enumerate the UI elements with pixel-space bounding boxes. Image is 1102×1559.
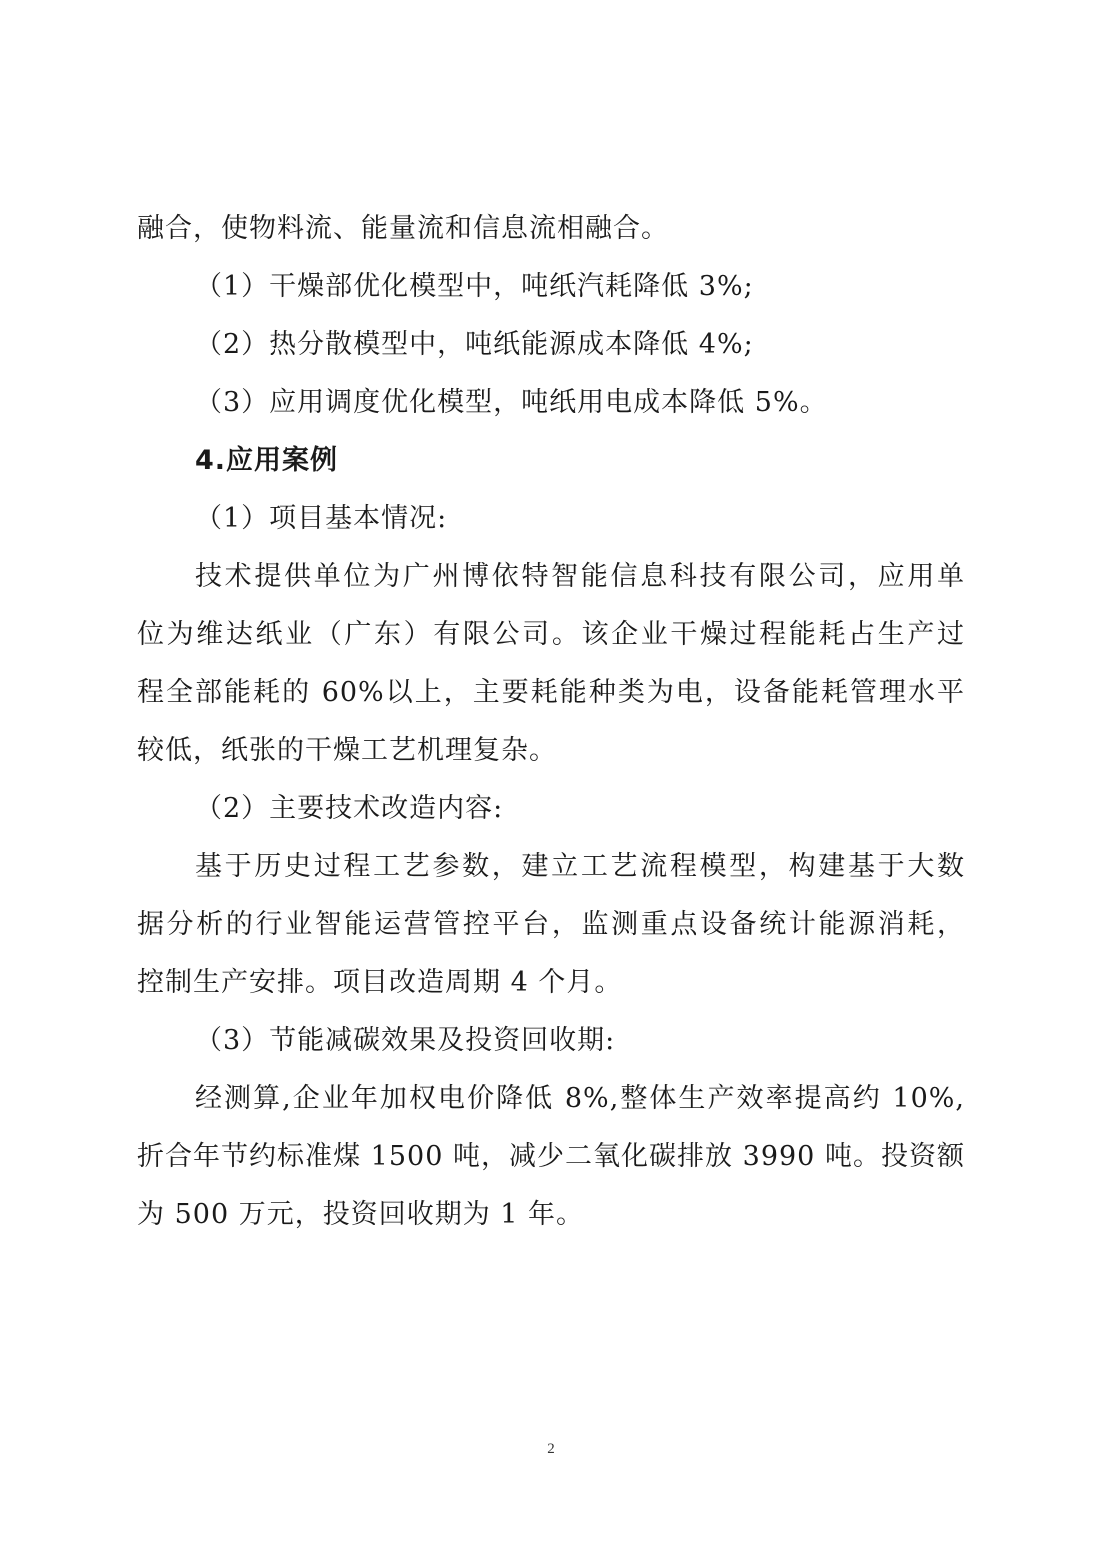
paragraph-2-line-1: 基于历史过程工艺参数，建立工艺流程模型，构建基于大数 <box>195 851 965 882</box>
list-item-3: （3）应用调度优化模型，吨纸用电成本降低 5%。 <box>195 387 828 418</box>
page-number: 2 <box>547 1441 555 1457</box>
section-heading: 4.应用案例 <box>195 445 339 476</box>
paragraph-3-line-3: 为 500 万元，投资回收期为 1 年。 <box>137 1199 585 1230</box>
paragraph-1-line-3: 程全部能耗的 60%以上，主要耗能种类为电，设备能耗管理水平 <box>137 677 965 708</box>
subheading-project-basics: （1）项目基本情况: <box>195 503 448 534</box>
paragraph-1-line-1: 技术提供单位为广州博依特智能信息科技有限公司，应用单 <box>195 561 965 592</box>
list-item-2: （2）热分散模型中，吨纸能源成本降低 4%; <box>195 329 754 360</box>
paragraph-2-line-3: 控制生产安排。项目改造周期 4 个月。 <box>137 967 623 998</box>
paragraph-2-line-2: 据分析的行业智能运营管控平台，监测重点设备统计能源消耗， <box>137 909 965 940</box>
subheading-tech-renovation: （2）主要技术改造内容: <box>195 793 504 824</box>
document-body <box>137 200 965 1244</box>
paragraph-1-line-2: 位为维达纸业（广东）有限公司。该企业干燥过程能耗占生产过 <box>137 619 965 650</box>
subheading-energy-saving: （3）节能减碳效果及投资回收期: <box>195 1025 616 1056</box>
list-item-1: （1）干燥部优化模型中，吨纸汽耗降低 3%; <box>195 271 754 302</box>
text-line-1: 融合，使物料流、能量流和信息流相融合。 <box>137 213 669 244</box>
paragraph-1-line-4: 较低，纸张的干燥工艺机理复杂。 <box>137 735 557 766</box>
paragraph-3-line-1: 经测算,企业年加权电价降低 8%,整体生产效率提高约 10%, <box>195 1083 965 1114</box>
paragraph-3-line-2: 折合年节约标准煤 1500 吨，减少二氧化碳排放 3990 吨。投资额 <box>137 1141 965 1172</box>
